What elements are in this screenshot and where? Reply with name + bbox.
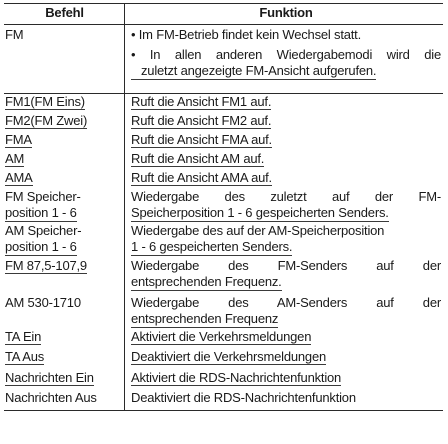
command-cell: FM: [5, 27, 24, 42]
function-cell: Ruft die Ansicht AM auf.: [124, 151, 443, 170]
table-row: [4, 113, 443, 132]
table-header: [4, 3, 443, 25]
function-cell: Deaktiviert die Verkehrsmeldungen: [124, 349, 443, 370]
table-row: [4, 93, 443, 113]
command-cell: AM 530-1710: [5, 295, 81, 310]
table-row: [4, 349, 443, 370]
command-cell: AM: [5, 151, 25, 166]
command-cell: FMA: [5, 132, 32, 147]
command-cell: FM1(FM Eins): [5, 94, 85, 109]
function-cell: Aktiviert die RDS-Nachrichtenfunktion: [124, 370, 443, 390]
command-cell: Nachrichten Ein: [5, 370, 94, 385]
function-cell: Wiedergabe des AM-Senders auf der entsprechenden Frequenz: [124, 292, 443, 329]
function-cell: Ruft die Ansicht FMA auf.: [124, 132, 443, 151]
command-cell: TA Aus: [5, 349, 45, 364]
function-cell: Ruft die Ansicht FM1 auf.: [124, 94, 443, 113]
function-cell: Wiedergabe des FM-Senders auf der entsprechenden Frequenz.: [124, 258, 443, 292]
command-cell: AMA: [5, 170, 33, 185]
header-befehl: Befehl: [45, 5, 84, 20]
bullet-line: • Im FM-Betrieb findet kein Wechsel statt.: [131, 27, 361, 42]
table-row: [4, 223, 443, 258]
continuation-line: zuletzt angezeigte FM-Ansicht aufgerufen.: [131, 63, 376, 80]
command-cell: Nachrichten Aus: [5, 390, 97, 405]
function-cell: Ruft die Ansicht AMA auf.: [124, 170, 443, 189]
table-row: [4, 132, 443, 151]
command-cell: FM2(FM Zwei): [5, 113, 88, 128]
function-cell: Deaktiviert die RDS-Nachrichtenfunktion: [124, 390, 443, 410]
header-funktion: Funktion: [124, 4, 443, 24]
function-cell: Aktiviert die Verkehrsmeldungen: [124, 329, 443, 349]
table-row: [4, 258, 443, 292]
function-cell: Ruft die Ansicht FM2 auf.: [124, 113, 443, 132]
command-table: [4, 3, 443, 411]
function-cell: Wiedergabe des auf der AM-Speicherposition 1 - 6 gespeicherten Senders.: [124, 223, 443, 258]
command-cell: FM 87,5-107,9: [5, 258, 87, 273]
command-cell: FM Speicher- position 1 - 6: [5, 189, 81, 220]
table-row: [4, 151, 443, 170]
table-row: [4, 292, 443, 329]
function-cell: [124, 25, 443, 93]
table-row: [4, 390, 443, 411]
table-row: [4, 329, 443, 349]
table-row: [4, 170, 443, 189]
command-cell: TA Ein: [5, 329, 42, 344]
bullet-line: • In allen anderen Wiedergabemodi wird die: [131, 47, 441, 62]
table-row: [4, 25, 443, 93]
table-row: [4, 370, 443, 390]
function-cell: Wiedergabe des zuletzt auf der FM- Speicherposition 1 - 6 gespeicherten Senders.: [124, 189, 443, 223]
table-row: [4, 189, 443, 223]
command-cell: AM Speicher- position 1 - 6: [5, 223, 82, 254]
